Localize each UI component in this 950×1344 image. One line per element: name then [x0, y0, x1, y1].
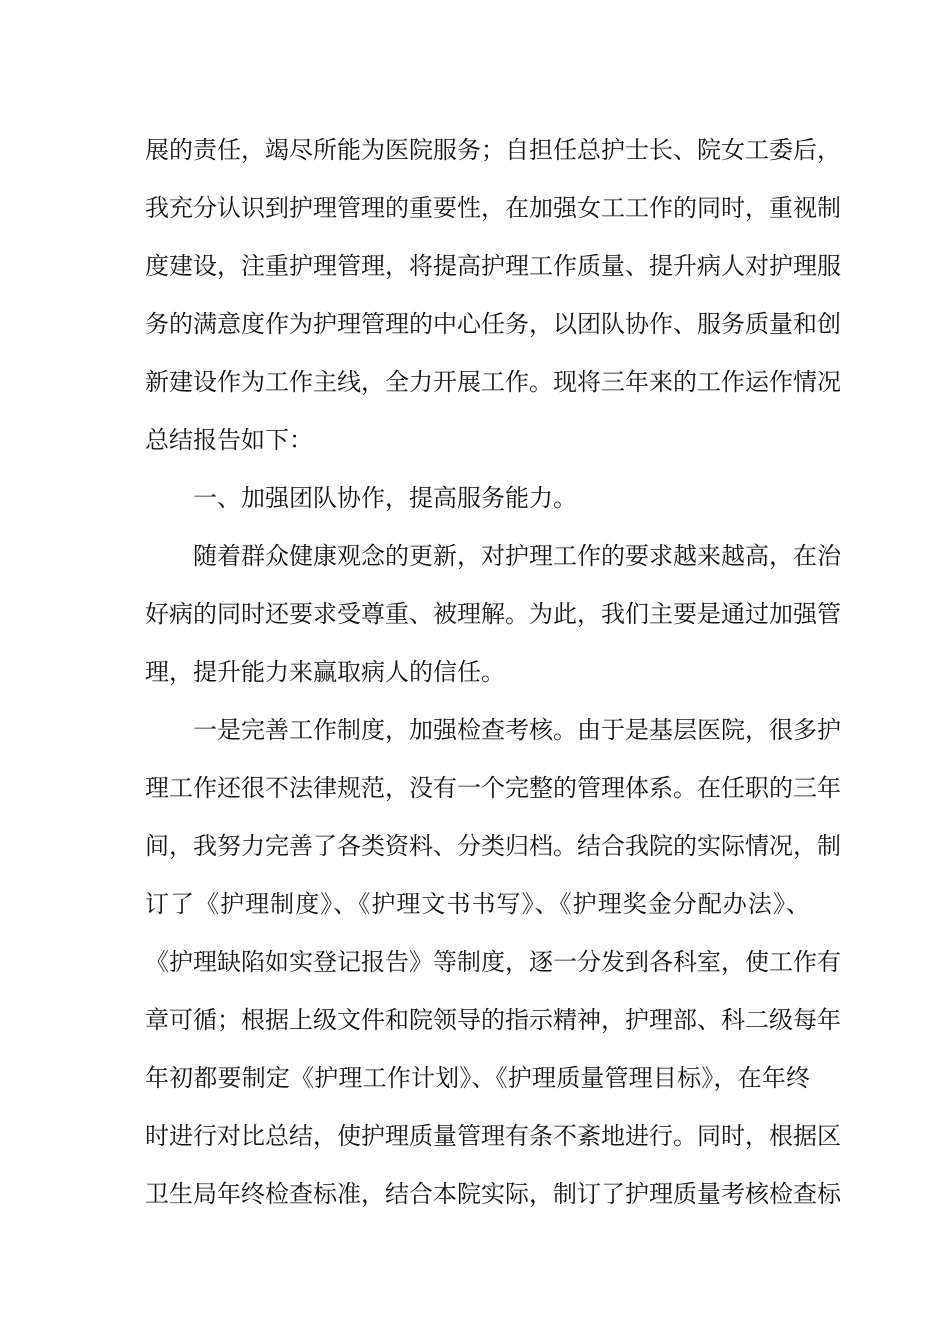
text-line-11: 一是完善工作制度，加强检查考核。由于是基层医院，很多护 [193, 716, 841, 744]
text-line-16: 章可循；根据上级文件和院领导的指示精神，护理部、科二级每年 [145, 1006, 841, 1034]
text-line-5: 新建设作为工作主线，全力开展工作。现将三年来的工作运作情况 [145, 368, 841, 396]
text-line-15: 《护理缺陷如实登记报告》等制度，逐一分发到各科室，使工作有 [145, 948, 841, 976]
text-line-3: 度建设，注重护理管理，将提高护理工作质量、提升病人对护理服 [145, 252, 841, 280]
text-line-2: 我充分认识到护理管理的重要性，在加强女工工作的同时，重视制 [145, 194, 841, 222]
text-line-12: 理工作还很不法律规范，没有一个完整的管理体系。在任职的三年 [145, 774, 841, 802]
text-line-13: 间，我努力完善了各类资料、分类归档。结合我院的实际情况，制 [145, 832, 841, 860]
text-line-18: 时进行对比总结，使护理质量管理有条不紊地进行。同时，根据区 [145, 1122, 841, 1150]
text-line-9: 好病的同时还要求受尊重、被理解。为此，我们主要是通过加强管 [145, 600, 841, 628]
text-line-4: 务的满意度作为护理管理的中心任务，以团队协作、服务质量和创 [145, 310, 841, 338]
text-line-8: 随着群众健康观念的更新，对护理工作的要求越来越高，在治 [193, 542, 841, 570]
text-line-1: 展的责任，竭尽所能为医院服务；自担任总护士长、院女工委后， [145, 136, 841, 164]
text-line-10: 理，提升能力来赢取病人的信任。 [145, 658, 505, 686]
text-line-6: 总结报告如下： [145, 426, 313, 454]
text-line-14: 订了《护理制度》、《护理文书书写》、《护理奖金分配办法》、 [145, 890, 810, 918]
text-line-19: 卫生局年终检查标准，结合本院实际，制订了护理质量考核检查标 [145, 1180, 841, 1208]
text-line-17: 年初都要制定《护理工作计划》、《护理质量管理目标》，在年终 [145, 1064, 810, 1092]
section-heading: 一、加强团队协作，提高服务能力。 [193, 484, 577, 512]
